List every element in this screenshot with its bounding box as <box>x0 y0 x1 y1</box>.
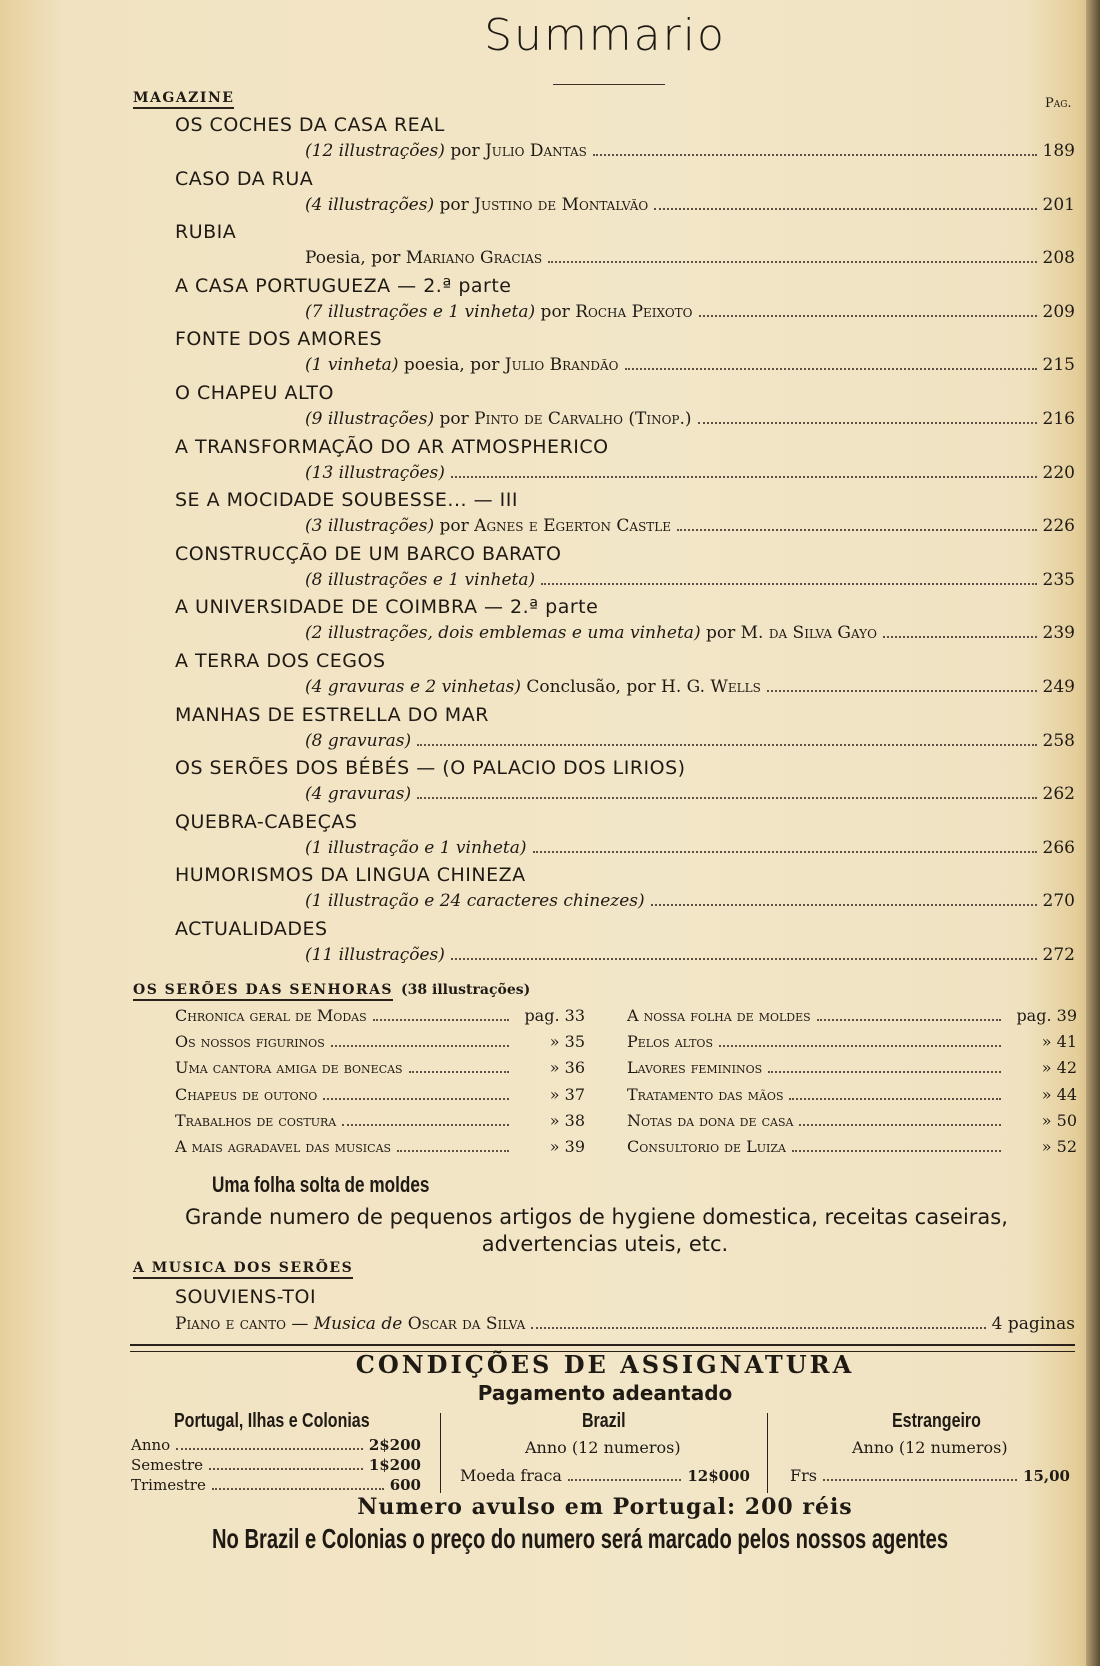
entry-title: A TRANSFORMAÇÃO DO AR ATMOSPHERICO <box>175 435 609 458</box>
entry-illustration-note: (11 illustrações) <box>305 945 445 965</box>
col-portugal-value: 600 <box>389 1476 421 1494</box>
footer-note: No Brazil e Colonias o preço do numero será marcado pelos nossos agentes <box>212 1523 949 1554</box>
leader-dots <box>342 1124 509 1126</box>
leader-dots <box>719 1045 1001 1047</box>
entry-desc-text: por <box>700 623 741 644</box>
musica-author: Oscar da Silva <box>407 1314 526 1334</box>
entry-description <box>305 248 542 268</box>
entry-illustration-note: (13 illustrações) <box>305 462 445 483</box>
senhoras-note-line1: Grande numero de pequenos artigos de hygiene domestica, receitas caseiras, <box>185 1205 1008 1229</box>
entry-author: Pinto de Carvalho (Tinop.) <box>474 409 692 429</box>
column-divider <box>767 1413 768 1493</box>
entry-detail-line <box>305 141 1075 161</box>
musica-desc-prefix: Piano e canto <box>175 1314 286 1334</box>
leader-dots <box>698 422 1037 424</box>
senhoras-item <box>627 1058 1077 1077</box>
leader-dots <box>373 1019 509 1021</box>
leader-dots <box>651 904 1037 906</box>
leader-dots <box>699 315 1037 317</box>
entry-detail-line <box>305 623 1075 643</box>
senhoras-item-label: A nossa folha de moldes <box>627 1006 811 1025</box>
entry-title: A CASA PORTUGUEZA — 2.ª parte <box>175 274 512 297</box>
col-portugal-label: Anno <box>131 1436 171 1454</box>
section-heading-musica: A MUSICA DOS SERÕES <box>133 1260 353 1279</box>
entry-detail-line <box>305 891 1075 911</box>
senhoras-item-page: » 42 <box>1041 1058 1077 1078</box>
senhoras-item-label: Consultorio de Luiza <box>627 1137 786 1156</box>
entry-description <box>305 731 411 751</box>
senhoras-item-page: pag. 39 <box>1016 1006 1077 1025</box>
pag-column-label: Pag. <box>1045 96 1072 111</box>
leader-dots <box>883 636 1037 638</box>
entry-detail-line <box>305 516 1075 536</box>
col-portugal-value: 2$200 <box>368 1436 421 1454</box>
senhoras-item-label: Pelos altos <box>627 1032 713 1052</box>
entry-page-number: 201 <box>1042 194 1075 215</box>
entry-detail-line <box>305 677 1075 697</box>
assignatura-subheading: Pagamento adeantado <box>477 1381 733 1405</box>
entry-title: MANHAS DE ESTRELLA DO MAR <box>175 703 489 726</box>
entry-page-number: 262 <box>1042 784 1075 805</box>
column-divider <box>440 1413 441 1493</box>
title-rule <box>553 84 665 85</box>
senhoras-item-page: » 52 <box>1041 1137 1077 1156</box>
entry-page-number: 189 <box>1042 141 1075 161</box>
leader-dots <box>176 1448 363 1450</box>
section-heading-magazine: MAGAZINE <box>133 90 234 109</box>
senhoras-item-label: A mais agradavel das musicas <box>175 1137 392 1156</box>
entry-detail-line <box>305 945 1075 965</box>
senhoras-item <box>175 1032 585 1051</box>
entry-description <box>305 355 619 375</box>
senhoras-item <box>627 1137 1077 1156</box>
leader-dots <box>533 851 1037 853</box>
senhoras-item-label: Trabalhos de costura <box>175 1110 337 1130</box>
col-brazil-value: 12$000 <box>687 1467 750 1485</box>
senhoras-item-label: Chronica geral de Modas <box>175 1006 367 1025</box>
leader-dots <box>548 261 1036 263</box>
entry-author: Julio Dantas <box>484 141 587 161</box>
entry-page-number: 258 <box>1042 730 1075 751</box>
leader-dots <box>593 154 1037 156</box>
col-brazil-row <box>460 1466 750 1485</box>
entry-illustration-note: (7 illustrações e 1 vinheta) <box>305 301 536 322</box>
entry-page-number: 209 <box>1042 301 1075 322</box>
entry-author: Justino de Montalvão <box>474 194 649 215</box>
senhoras-item <box>175 1085 585 1104</box>
entry-illustration-note: (4 gravuras e 2 vinhetas) <box>305 677 521 697</box>
musica-desc <box>175 1314 525 1334</box>
entry-description <box>305 623 877 643</box>
senhoras-item-page: » 39 <box>549 1137 585 1156</box>
entry-illustration-note: (4 illustrações) <box>305 194 435 215</box>
entry-desc-text: por <box>444 141 485 161</box>
entry-illustration-note: (8 gravuras) <box>305 730 412 751</box>
leader-dots <box>654 208 1036 210</box>
entry-detail-line <box>305 570 1075 590</box>
senhoras-item-page: » 41 <box>1041 1032 1077 1052</box>
col-portugal-row <box>131 1456 421 1474</box>
entry-page-number: 239 <box>1042 623 1075 644</box>
entry-desc-text: por <box>434 516 475 537</box>
senhoras-heading-row <box>133 982 530 1001</box>
leader-dots <box>789 1098 1001 1100</box>
entry-detail-line <box>305 195 1075 215</box>
entry-illustration-note: (4 gravuras) <box>305 784 412 805</box>
senhoras-note-line2: advertencias uteis, etc. <box>481 1232 729 1256</box>
entry-description <box>305 838 527 858</box>
col-estrangeiro-title: Estrangeiro <box>892 1410 981 1432</box>
entry-desc-text: por <box>434 409 475 429</box>
entry-title: QUEBRA-CABEÇAS <box>175 810 358 833</box>
entry-title: SE A MOCIDADE SOUBESSE... — III <box>175 489 518 512</box>
senhoras-item-page: » 36 <box>549 1058 585 1078</box>
entry-detail-line <box>305 409 1075 429</box>
entry-desc-text: Conclusão, por <box>520 677 662 697</box>
entry-illustration-note: (1 illustração e 24 caracteres chinezes) <box>305 891 645 912</box>
leader-dots <box>823 1479 1017 1481</box>
entry-title: ACTUALIDADES <box>175 918 328 940</box>
assignatura-heading: CONDIÇÕES DE ASSIGNATURA <box>355 1350 855 1379</box>
leader-dots <box>417 744 1036 746</box>
leader-dots <box>817 1019 1001 1021</box>
leader-dots <box>409 1071 509 1073</box>
entry-title: FONTE DOS AMORES <box>175 328 383 351</box>
senhoras-item-label: Tratamento das mãos <box>627 1084 784 1104</box>
col-brazil-title: Brazil <box>582 1410 626 1432</box>
entry-description <box>305 463 445 483</box>
col-estrangeiro-subtitle: Anno (12 numeros) <box>852 1438 1008 1457</box>
leader-dots <box>397 1150 509 1152</box>
entry-page-number: 270 <box>1042 891 1075 912</box>
entry-detail-line <box>305 463 1075 483</box>
col-portugal-row <box>131 1476 421 1494</box>
entry-illustration-note: (1 illustração e 1 vinheta) <box>305 837 527 858</box>
moldes-note: Uma folha solta de moldes <box>212 1172 430 1197</box>
entry-title: CASO DA RUA <box>175 167 314 190</box>
leader-dots <box>677 529 1037 531</box>
entry-detail-line <box>305 355 1075 375</box>
entry-desc-text: por <box>535 301 576 322</box>
leader-dots <box>451 476 1037 478</box>
entry-detail-line <box>305 302 1075 322</box>
entry-description <box>305 784 411 804</box>
senhoras-item <box>175 1058 585 1077</box>
senhoras-count: (38 illustrações) <box>401 982 531 998</box>
entry-illustration-note: (12 illustrações) <box>305 141 445 161</box>
entry-detail-line <box>305 784 1075 804</box>
entry-desc-text: Poesia, por <box>305 248 406 269</box>
senhoras-item <box>175 1111 585 1130</box>
entry-author: Julio Brandão <box>504 355 619 376</box>
section-heading-senhoras: OS SERÕES DAS SENHORAS <box>133 982 393 1001</box>
leader-dots <box>799 1124 1001 1126</box>
senhoras-item <box>175 1137 585 1156</box>
col-portugal-title: Portugal, Ilhas e Colonias <box>174 1410 370 1432</box>
leader-dots <box>625 368 1037 370</box>
leader-dots <box>767 690 1037 692</box>
entry-description <box>305 677 761 697</box>
leader-dots <box>451 958 1037 960</box>
entry-title: O CHAPEU ALTO <box>175 382 334 404</box>
entry-title: OS SERÕES DOS BÉBÉS — (O PALACIO DOS LIRIOS) <box>175 757 686 780</box>
entry-page-number: 226 <box>1042 516 1075 537</box>
senhoras-item <box>175 1006 585 1025</box>
col-estrangeiro-label: Frs <box>790 1466 817 1485</box>
entry-illustration-note: (8 illustrações e 1 vinheta) <box>305 569 536 590</box>
entry-title: HUMORISMOS DA LINGUA CHINEZA <box>175 864 526 887</box>
senhoras-item-page: » 37 <box>549 1084 585 1104</box>
col-brazil-label: Moeda fraca <box>460 1466 562 1485</box>
entry-detail-line <box>305 248 1075 268</box>
entry-title: OS COCHES DA CASA REAL <box>175 114 445 136</box>
musica-pages: 4 paginas <box>991 1314 1075 1334</box>
senhoras-item-page: pag. 33 <box>524 1006 585 1025</box>
senhoras-item-label: Notas da dona de casa <box>627 1110 794 1130</box>
entry-title: RUBIA <box>175 221 237 244</box>
leader-dots <box>541 583 1036 585</box>
entry-desc-text: por <box>434 194 475 215</box>
entry-description <box>305 302 693 322</box>
col-brazil-subtitle: Anno (12 numeros) <box>525 1438 681 1457</box>
leader-dots <box>331 1045 509 1047</box>
musica-title: SOUVIENS-TOI <box>175 1286 317 1308</box>
senhoras-item-page: » 44 <box>1041 1084 1077 1104</box>
col-estrangeiro-value: 15,00 <box>1023 1467 1070 1485</box>
entry-description <box>305 891 645 911</box>
page-title: Summario <box>484 10 726 61</box>
leader-dots <box>417 797 1036 799</box>
entry-description <box>305 409 692 429</box>
col-estrangeiro-row <box>790 1466 1070 1485</box>
entry-author: M. da Silva Gayo <box>740 623 877 644</box>
musica-desc-italic: — Musica de <box>285 1314 408 1334</box>
entry-page-number: 208 <box>1042 248 1075 269</box>
entry-description <box>305 570 535 590</box>
entry-page-number: 235 <box>1042 569 1075 590</box>
senhoras-item-page: » 38 <box>549 1110 585 1130</box>
entry-title: CONSTRUCÇÃO DE UM BARCO BARATO <box>175 542 562 565</box>
senhoras-item <box>627 1085 1077 1104</box>
entry-author: Agnes e Egerton Castle <box>474 516 672 537</box>
entry-detail-line <box>305 731 1075 751</box>
leader-dots <box>212 1488 384 1490</box>
avulso-price: Numero avulso em Portugal: 200 réis <box>357 1494 853 1520</box>
entry-page-number: 216 <box>1042 409 1075 429</box>
senhoras-item <box>627 1032 1077 1051</box>
entry-illustration-note: (2 illustrações, dois emblemas e uma vinheta) <box>305 623 701 644</box>
entry-description <box>305 141 587 161</box>
entry-title: A TERRA DOS CEGOS <box>175 650 386 672</box>
leader-dots <box>531 1327 985 1329</box>
entry-description <box>305 516 671 536</box>
senhoras-item-label: Os nossos figurinos <box>175 1032 325 1052</box>
senhoras-item <box>627 1006 1077 1025</box>
musica-line <box>175 1314 1075 1334</box>
entry-page-number: 220 <box>1042 462 1075 483</box>
col-portugal-label: Trimestre <box>131 1476 206 1494</box>
leader-dots <box>792 1150 1001 1152</box>
entry-page-number: 215 <box>1042 355 1075 376</box>
senhoras-item-label: Lavores femininos <box>627 1058 763 1078</box>
entry-title: A UNIVERSIDADE DE COIMBRA — 2.ª parte <box>175 596 599 619</box>
entry-page-number: 272 <box>1042 945 1075 965</box>
leader-dots <box>568 1479 681 1481</box>
entry-author: H. G. Wells <box>661 677 761 697</box>
entry-illustration-note: (9 illustrações) <box>305 409 435 429</box>
senhoras-item-label: Uma cantora amiga de bonecas <box>175 1058 403 1078</box>
senhoras-item-label: Chapeus de outono <box>175 1084 318 1104</box>
entry-page-number: 249 <box>1042 677 1075 697</box>
entry-desc-text: poesia, por <box>398 355 505 376</box>
col-portugal-value: 1$200 <box>368 1456 421 1474</box>
senhoras-item <box>627 1111 1077 1130</box>
entry-author: Rocha Peixoto <box>575 301 693 322</box>
senhoras-item-page: » 50 <box>1041 1110 1077 1130</box>
entry-detail-line <box>305 838 1075 858</box>
entry-author: Mariano Gracias <box>405 248 543 269</box>
entry-illustration-note: (3 illustrações) <box>305 516 435 537</box>
entry-description <box>305 195 648 215</box>
leader-dots <box>323 1098 509 1100</box>
leader-dots <box>209 1468 363 1470</box>
entry-description <box>305 945 445 965</box>
entry-illustration-note: (1 vinheta) <box>305 355 399 376</box>
senhoras-item-page: » 35 <box>549 1032 585 1052</box>
col-portugal-label: Semestre <box>131 1456 204 1474</box>
leader-dots <box>768 1071 1001 1073</box>
entry-page-number: 266 <box>1042 837 1075 858</box>
col-portugal-row <box>131 1436 421 1454</box>
